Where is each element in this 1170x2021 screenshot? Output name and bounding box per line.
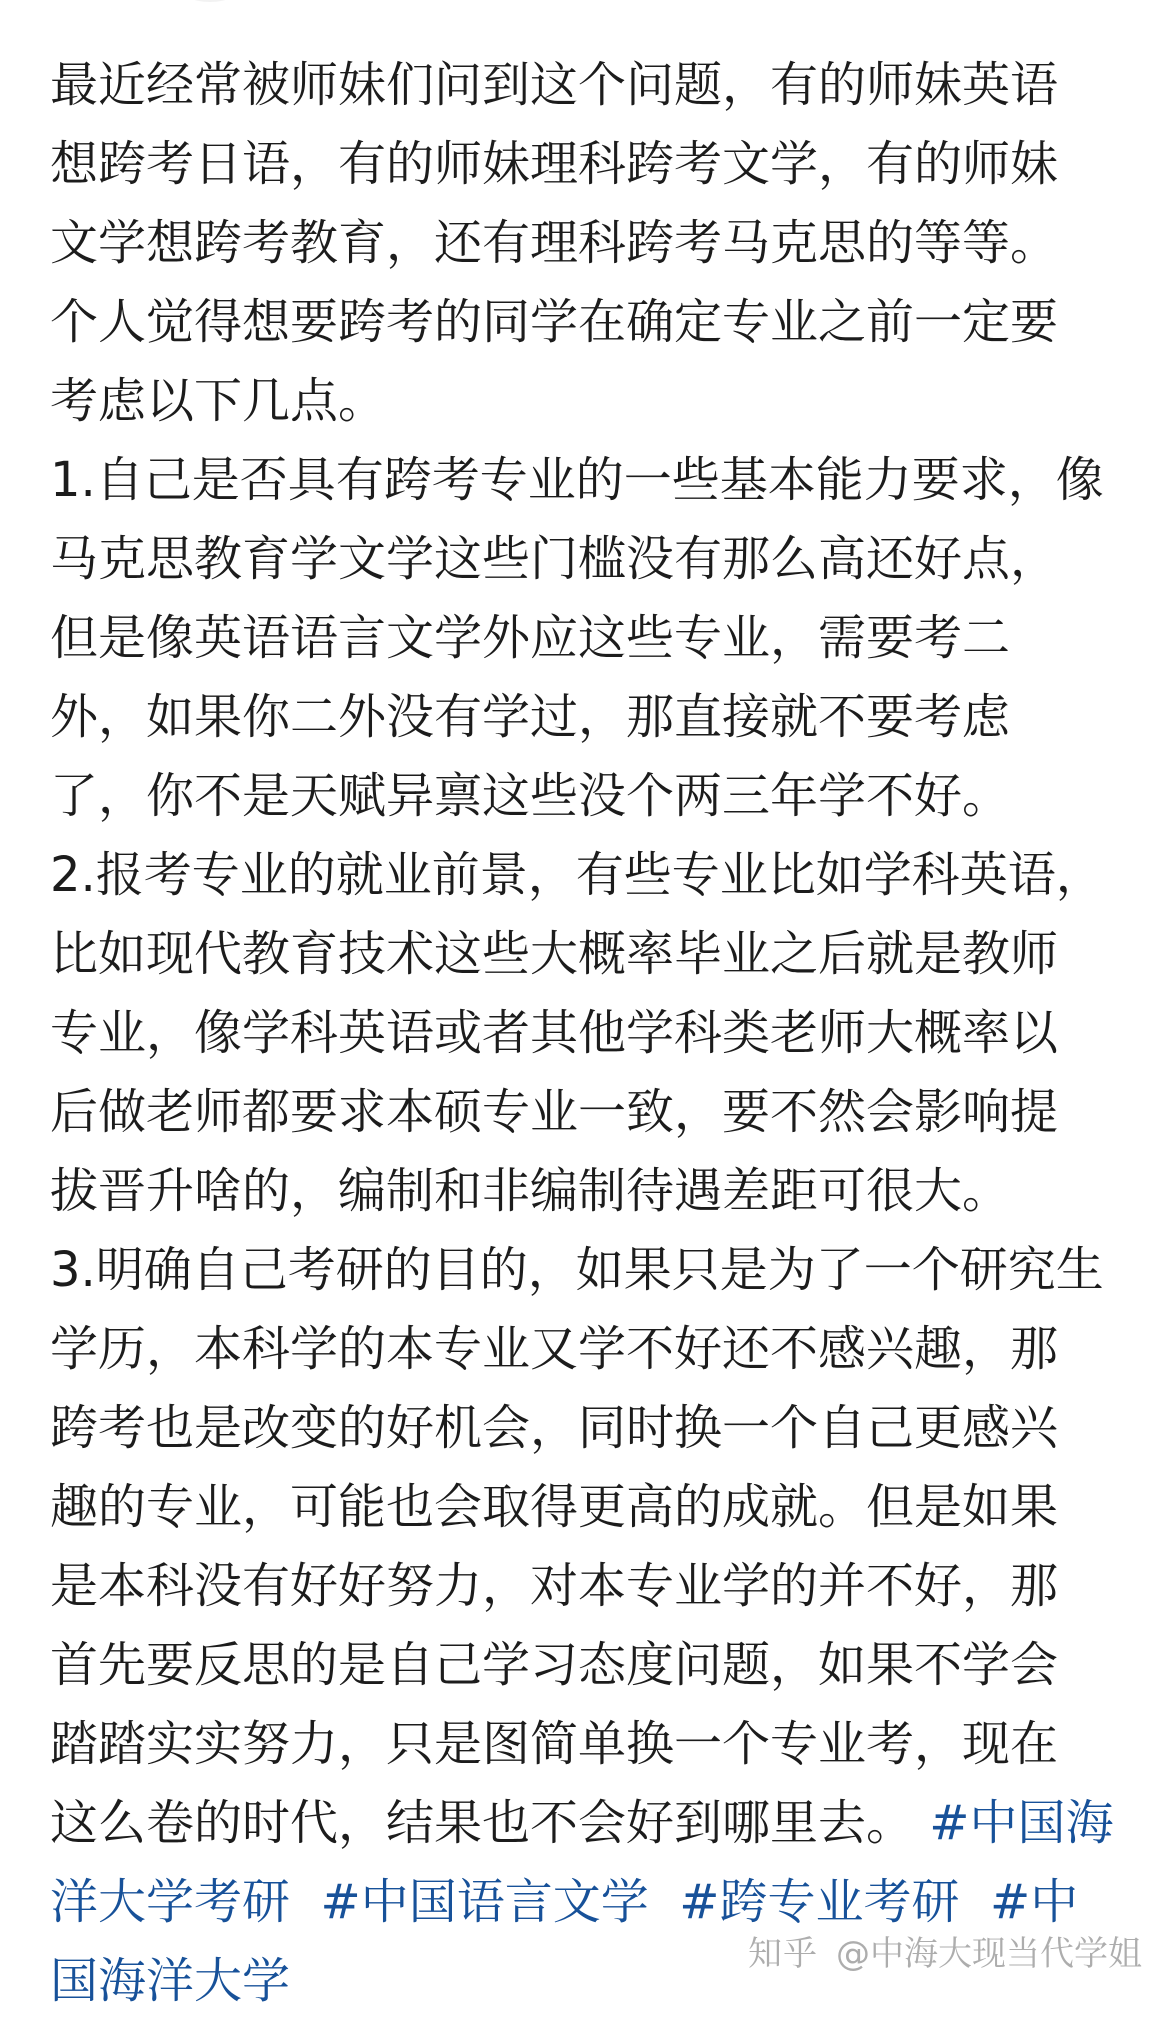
watermark (748, 1924, 1142, 1976)
post-line-tail (50, 1784, 1150, 1863)
post-line: 但是像英语语言文学外应这些专业，需要考二 (50, 610, 1011, 666)
topic-tag-ocean-university[interactable]: 国海洋大学 (50, 1953, 291, 2009)
post-line: 是本科没有好好努力，对本专业学的并不好，那 (50, 1558, 1059, 1614)
post-line: 后做老师都要求本硕专业一致，要不然会影响提 (50, 1084, 1059, 1140)
watermark-author: @中海大现当代学姐 (836, 1933, 1142, 1974)
topic-tag-cross-major-kaoyan[interactable]: #跨专业考研 (679, 1874, 960, 1930)
topic-tag-ocean-university[interactable]: #中 (990, 1874, 1079, 1930)
post-line: 趣的专业，可能也会取得更高的成就。但是如果 (50, 1479, 1059, 1535)
post-tail-text: 这么卷的时代，结果也不会好到哪里去。 (50, 1795, 915, 1851)
topic-tag-ocean-university-kaoyan[interactable]: 洋大学考研 (50, 1874, 291, 1930)
post-line: 比如现代教育技术这些大概率毕业之后就是教师 (50, 926, 1059, 982)
post-line: 考虑以下几点。 (50, 373, 387, 429)
post-line: 想跨考日语，有的师妹理科跨考文学，有的师妹 (50, 136, 1059, 192)
post-body (50, 46, 1150, 2021)
post-line: 文学想跨考教育，还有理科跨考马克思的等等。 (50, 215, 1059, 271)
post-line: 学历，本科学的本专业又学不好还不感兴趣，那 (50, 1321, 1059, 1377)
post-line: 专业，像学科英语或者其他学科类老师大概率以 (50, 1005, 1059, 1061)
post-line: 3.明确自己考研的目的，如果只是为了一个研究生 (50, 1242, 1104, 1298)
post-line: 1.自己是否具有跨考专业的一些基本能力要求，像 (50, 452, 1104, 508)
zhihu-logo: 知乎 (748, 1933, 818, 1974)
topic-tag-ocean-university-kaoyan[interactable]: #中国海 (929, 1795, 1114, 1851)
post-line: 马克思教育学文学这些门槛没有那么高还好点， (50, 531, 1059, 587)
post-line: 拔晋升啥的，编制和非编制待遇差距可很大。 (50, 1163, 1011, 1219)
post-line: 2.报考专业的就业前景，有些专业比如学科英语， (50, 847, 1104, 903)
post-line: 最近经常被师妹们问到这个问题，有的师妹英语 (50, 57, 1059, 113)
post-line: 外，如果你二外没有学过，那直接就不要考虑 (50, 689, 1011, 745)
post-line: 首先要反思的是自己学习态度问题，如果不学会 (50, 1637, 1059, 1693)
topic-tag-chinese-language-literature[interactable]: #中国语言文学 (320, 1874, 649, 1930)
post-line: 了，你不是天赋异禀这些没个两三年学不好。 (50, 768, 1011, 824)
post-line: 个人觉得想要跨考的同学在确定专业之前一定要 (50, 294, 1059, 350)
post-line: 跨考也是改变的好机会，同时换一个自己更感兴 (50, 1400, 1059, 1456)
post-line: 踏踏实实努力，只是图简单换一个专业考，现在 (50, 1716, 1059, 1772)
